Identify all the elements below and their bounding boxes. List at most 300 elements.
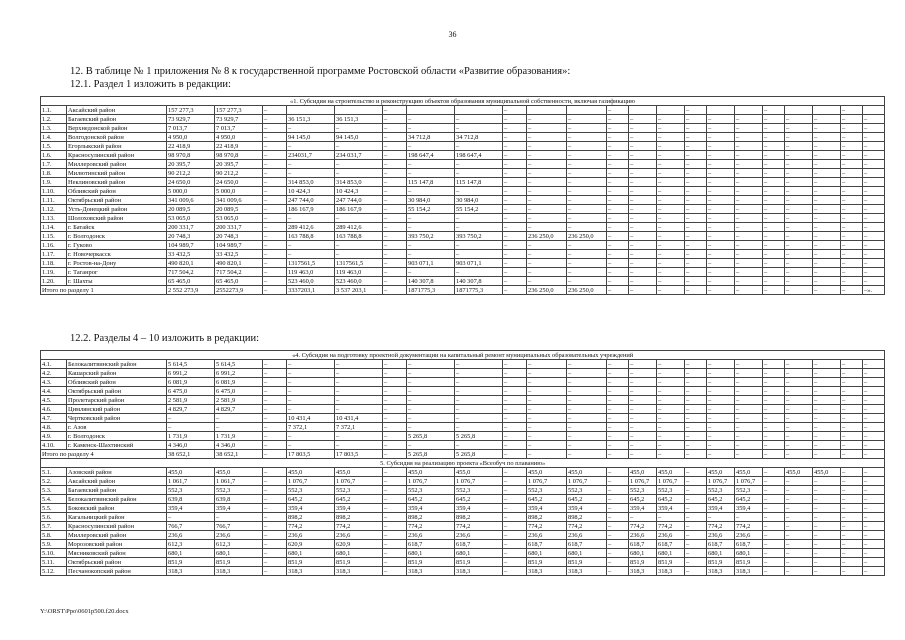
table-cell: 552,3 bbox=[657, 486, 685, 495]
table-cell: – bbox=[263, 432, 287, 441]
table-cell: – bbox=[567, 169, 607, 178]
table-cell: – bbox=[863, 540, 885, 549]
row-number-cell: 5.9. bbox=[41, 540, 67, 549]
table-cell: – bbox=[335, 432, 383, 441]
table-cell: – bbox=[813, 268, 841, 277]
table-cell: – bbox=[863, 477, 885, 486]
table-cell: – bbox=[383, 133, 407, 142]
table-cell: 6 991,2 bbox=[167, 369, 215, 378]
table-cell: – bbox=[735, 169, 763, 178]
table-cell: – bbox=[383, 513, 407, 522]
row-number-cell: 1.3. bbox=[41, 124, 67, 133]
table-caption: 5. Субсидия на реализацию проекта «Всеобуч по плаванию» bbox=[41, 459, 885, 468]
table-cell: – bbox=[763, 378, 785, 387]
table-cell: – bbox=[657, 178, 685, 187]
table-cell: – bbox=[335, 160, 383, 169]
table-cell: – bbox=[657, 187, 685, 196]
table-cell: – bbox=[335, 142, 383, 151]
row-number-cell: 1.10. bbox=[41, 187, 67, 196]
table-cell: 359,4 bbox=[407, 504, 455, 513]
table-cell: – bbox=[629, 223, 657, 232]
row-number-cell: 4.8. bbox=[41, 423, 67, 432]
table-cell: 236 250,0 bbox=[527, 286, 567, 295]
table-cell: – bbox=[707, 268, 735, 277]
table-cell: – bbox=[841, 387, 863, 396]
table-cell: – bbox=[383, 115, 407, 124]
table-cell: – bbox=[263, 223, 287, 232]
table-cell: – bbox=[527, 205, 567, 214]
table-cell: – bbox=[813, 277, 841, 286]
table-cell: – bbox=[657, 268, 685, 277]
table-cell: 851,9 bbox=[629, 558, 657, 567]
table-caption: «4. Субсидия на подготовку проектной документации на капитальный ремонт муниципальных образовательных учреждений bbox=[41, 351, 885, 360]
table-row bbox=[41, 178, 885, 187]
table-cell: – bbox=[841, 232, 863, 241]
table-cell: – bbox=[503, 423, 527, 432]
table-cell: – bbox=[735, 423, 763, 432]
table-cell: 5 265,8 bbox=[455, 450, 503, 459]
table-cell: – bbox=[503, 432, 527, 441]
table-cell: – bbox=[407, 169, 455, 178]
table-cell: – bbox=[735, 414, 763, 423]
district-name-cell: Чертковский район bbox=[67, 414, 167, 423]
table-cell: – bbox=[335, 441, 383, 450]
row-number-cell: 1.12. bbox=[41, 205, 67, 214]
table-cell: – bbox=[685, 187, 707, 196]
table-cell: – bbox=[685, 223, 707, 232]
table-cell: – bbox=[383, 286, 407, 295]
table-cell: – bbox=[607, 223, 629, 232]
table-cell: 645,2 bbox=[707, 495, 735, 504]
table-cell: 455,0 bbox=[735, 468, 763, 477]
table-cell: 455,0 bbox=[407, 468, 455, 477]
table-cell: 2 581,9 bbox=[215, 396, 263, 405]
table-row bbox=[41, 133, 885, 142]
table-cell: 53 065,0 bbox=[215, 214, 263, 223]
table-cell: – bbox=[785, 151, 813, 160]
table-cell: – bbox=[407, 241, 455, 250]
table-row bbox=[41, 522, 885, 531]
table-cell: 94 145,0 bbox=[287, 133, 335, 142]
table-cell: – bbox=[407, 423, 455, 432]
table-cell: – bbox=[813, 423, 841, 432]
table-cell: 645,2 bbox=[527, 495, 567, 504]
table-cell: – bbox=[607, 504, 629, 513]
table-cell: – bbox=[287, 369, 335, 378]
table-cell: 2552273,9 bbox=[215, 286, 263, 295]
table-cell: – bbox=[707, 360, 735, 369]
table-cell: 7 013,7 bbox=[215, 124, 263, 133]
table-cell: – bbox=[863, 115, 885, 124]
table-cell: – bbox=[263, 423, 287, 432]
table-cell: – bbox=[503, 106, 527, 115]
table-cell: 98 970,8 bbox=[215, 151, 263, 160]
table-row bbox=[41, 405, 885, 414]
table-cell: 618,7 bbox=[455, 540, 503, 549]
table-cell: – bbox=[813, 477, 841, 486]
table-cell: 318,3 bbox=[455, 567, 503, 576]
table-row bbox=[41, 360, 885, 369]
table-cell: 140 307,8 bbox=[407, 277, 455, 286]
table-cell: – bbox=[707, 241, 735, 250]
table-cell: – bbox=[685, 477, 707, 486]
row-number-cell: 5.4. bbox=[41, 495, 67, 504]
table-row bbox=[41, 387, 885, 396]
table-cell: – bbox=[841, 241, 863, 250]
table-cell: – bbox=[813, 441, 841, 450]
table-cell: – bbox=[707, 187, 735, 196]
table-cell: – bbox=[503, 369, 527, 378]
district-name-cell: г. Волгодонск bbox=[67, 232, 167, 241]
table-cell: 3 537 203,1 bbox=[335, 286, 383, 295]
table-cell: – bbox=[863, 124, 885, 133]
table-cell: – bbox=[383, 124, 407, 133]
table-cell: 234 031,7 bbox=[335, 151, 383, 160]
table-cell: – bbox=[813, 205, 841, 214]
table-cell: – bbox=[383, 414, 407, 423]
table-cell: – bbox=[735, 268, 763, 277]
table-cell: – bbox=[629, 187, 657, 196]
table-cell: 3337203,1 bbox=[287, 286, 335, 295]
table-cell: – bbox=[863, 423, 885, 432]
district-name-cell: Белокалитвинский район bbox=[67, 360, 167, 369]
table-cell: – bbox=[735, 124, 763, 133]
table-cell: 38 652,1 bbox=[167, 450, 215, 459]
table-cell: 236,6 bbox=[335, 531, 383, 540]
table-cell: 618,7 bbox=[567, 540, 607, 549]
table-cell: – bbox=[407, 223, 455, 232]
table-cell: – bbox=[383, 142, 407, 151]
table-cell: – bbox=[567, 133, 607, 142]
table-cell: 186 167,9 bbox=[287, 205, 335, 214]
table-cell: – bbox=[841, 432, 863, 441]
table-cell: – bbox=[383, 405, 407, 414]
row-number-cell: 1.11. bbox=[41, 196, 67, 205]
table-cell: – bbox=[813, 160, 841, 169]
table-cell: – bbox=[813, 531, 841, 540]
table-cell: 552,3 bbox=[215, 486, 263, 495]
table-cell: – bbox=[657, 286, 685, 295]
district-name-cell: Мясниковский район bbox=[67, 549, 167, 558]
table-cell: – bbox=[607, 450, 629, 459]
table-cell: 490 820,1 bbox=[215, 259, 263, 268]
table-cell: – bbox=[685, 106, 707, 115]
table-cell: – bbox=[841, 522, 863, 531]
table-cell: 90 212,2 bbox=[167, 169, 215, 178]
table-cell: – bbox=[763, 241, 785, 250]
table-cell: – bbox=[567, 214, 607, 223]
table-cell: – bbox=[503, 268, 527, 277]
table-cell: – bbox=[287, 250, 335, 259]
table-cell: – bbox=[763, 423, 785, 432]
table-cell: – bbox=[503, 477, 527, 486]
table-cell: – bbox=[567, 115, 607, 124]
table-row bbox=[41, 513, 885, 522]
table-cell: – bbox=[785, 241, 813, 250]
table-cell: 393 750,2 bbox=[455, 232, 503, 241]
table-cell: 314 853,0 bbox=[335, 178, 383, 187]
table-cell: – bbox=[503, 133, 527, 142]
table-cell: – bbox=[335, 378, 383, 387]
table-cell: – bbox=[763, 513, 785, 522]
table-row bbox=[41, 396, 885, 405]
table-cell: – bbox=[383, 369, 407, 378]
row-number-cell: 1.16. bbox=[41, 241, 67, 250]
table-cell: – bbox=[685, 259, 707, 268]
table-cell: – bbox=[763, 567, 785, 576]
table-cell: – bbox=[567, 441, 607, 450]
table-cell: – bbox=[527, 405, 567, 414]
table-cell: – bbox=[813, 540, 841, 549]
table-cell: – bbox=[863, 531, 885, 540]
table-cell: 1 076,7 bbox=[455, 477, 503, 486]
table-cell: 314 853,0 bbox=[287, 178, 335, 187]
table-cell: 359,4 bbox=[215, 504, 263, 513]
table-cell: – bbox=[503, 160, 527, 169]
table-cell: – bbox=[607, 196, 629, 205]
table-cell: – bbox=[763, 360, 785, 369]
table-cell: – bbox=[455, 160, 503, 169]
table-cell: 53 065,0 bbox=[167, 214, 215, 223]
table-cell: – bbox=[503, 513, 527, 522]
table-cell: – bbox=[263, 369, 287, 378]
district-name-cell: Обливский район bbox=[67, 187, 167, 196]
table-cell: – bbox=[735, 277, 763, 286]
table-cell: – bbox=[685, 214, 707, 223]
table-cell: – bbox=[567, 142, 607, 151]
table-cell: 680,1 bbox=[407, 549, 455, 558]
district-name-cell: Песчанокопский район bbox=[67, 567, 167, 576]
table-cell: – bbox=[287, 241, 335, 250]
table-cell: 1 076,7 bbox=[527, 477, 567, 486]
table-cell: – bbox=[383, 387, 407, 396]
table-cell: – bbox=[685, 450, 707, 459]
table-row bbox=[41, 169, 885, 178]
table-cell: – bbox=[685, 504, 707, 513]
table-cell: 639,8 bbox=[167, 495, 215, 504]
table-cell: – bbox=[657, 423, 685, 432]
table-row bbox=[41, 540, 885, 549]
table-cell: – bbox=[527, 160, 567, 169]
table-cell: 94 145,0 bbox=[335, 133, 383, 142]
table-cell: – bbox=[383, 540, 407, 549]
table-cell: 65 465,0 bbox=[215, 277, 263, 286]
table-cell: – bbox=[455, 378, 503, 387]
row-number-cell: 1.18. bbox=[41, 259, 67, 268]
table-cell: – bbox=[287, 432, 335, 441]
table-cell bbox=[657, 106, 685, 115]
table-caption: «1. Субсидия на строительство и реконструкцию объектов образования муниципальной собственности, включая газификацию bbox=[41, 97, 885, 106]
table-cell: 645,2 bbox=[735, 495, 763, 504]
table-cell: – bbox=[735, 115, 763, 124]
table-cell: – bbox=[455, 360, 503, 369]
table-cell: – bbox=[527, 142, 567, 151]
table-cell: – bbox=[841, 504, 863, 513]
table-cell: – bbox=[629, 268, 657, 277]
table-cell: – bbox=[607, 268, 629, 277]
table-cell: 30 984,0 bbox=[455, 196, 503, 205]
table-cell: – bbox=[763, 405, 785, 414]
table-cell: – bbox=[527, 441, 567, 450]
table-cell: – bbox=[607, 369, 629, 378]
table-cell: – bbox=[685, 250, 707, 259]
table-cell: 4 950,0 bbox=[215, 133, 263, 142]
district-name-cell: Кашарский район bbox=[67, 369, 167, 378]
table-cell: – bbox=[863, 187, 885, 196]
table-cell: – bbox=[763, 214, 785, 223]
table-cell: – bbox=[503, 387, 527, 396]
table-cell: – bbox=[503, 277, 527, 286]
table-cell bbox=[407, 106, 455, 115]
table-cell: 774,2 bbox=[527, 522, 567, 531]
table-cell: – bbox=[707, 277, 735, 286]
table-cell: – bbox=[527, 151, 567, 160]
table-cell: – bbox=[785, 486, 813, 495]
table-cell: 359,4 bbox=[735, 504, 763, 513]
table-cell: – bbox=[629, 450, 657, 459]
table-cell: – bbox=[629, 286, 657, 295]
table-cell: – bbox=[383, 522, 407, 531]
table-cell: 119 463,0 bbox=[287, 268, 335, 277]
table-cell: – bbox=[503, 223, 527, 232]
table-cell: – bbox=[841, 214, 863, 223]
table-cell: – bbox=[685, 169, 707, 178]
table-cell: – bbox=[263, 531, 287, 540]
table-cell: – bbox=[383, 214, 407, 223]
table-cell: – bbox=[841, 414, 863, 423]
table-cell: 523 460,0 bbox=[335, 277, 383, 286]
table-cell: – bbox=[763, 151, 785, 160]
table-cell: – bbox=[841, 160, 863, 169]
table-cell: 5 000,0 bbox=[167, 187, 215, 196]
table-cell: – bbox=[735, 133, 763, 142]
table-cell: – bbox=[657, 205, 685, 214]
table-cell: – bbox=[735, 450, 763, 459]
table-cell: – bbox=[383, 259, 407, 268]
table-cell: – bbox=[567, 414, 607, 423]
table-cell: 17 803,5 bbox=[335, 450, 383, 459]
table-cell: – bbox=[607, 405, 629, 414]
table-row bbox=[41, 160, 885, 169]
table-cell: – bbox=[785, 133, 813, 142]
table-cell: 55 154,2 bbox=[455, 205, 503, 214]
table-cell: – bbox=[707, 151, 735, 160]
table-cell: 115 147,8 bbox=[455, 178, 503, 187]
table-cell: – bbox=[607, 414, 629, 423]
table-cell: – bbox=[863, 277, 885, 286]
table-cell: 73 929,7 bbox=[215, 115, 263, 124]
table-row bbox=[41, 115, 885, 124]
table-cell: – bbox=[629, 405, 657, 414]
table-cell: – bbox=[383, 504, 407, 513]
table-cell: – bbox=[527, 414, 567, 423]
table-cell: – bbox=[607, 423, 629, 432]
table-cell: – bbox=[813, 513, 841, 522]
table-cell: 1 061,7 bbox=[215, 477, 263, 486]
table-cell: – bbox=[335, 250, 383, 259]
table-cell: – bbox=[263, 450, 287, 459]
table-cell: – bbox=[707, 405, 735, 414]
table-cell: 104 989,7 bbox=[215, 241, 263, 250]
table-cell: 5 614,5 bbox=[167, 360, 215, 369]
table-cell: 5 265,8 bbox=[407, 432, 455, 441]
district-name-cell: г. Волгодонск bbox=[67, 432, 167, 441]
table-cell: 1 061,7 bbox=[167, 477, 215, 486]
table-cell: 1 731,9 bbox=[167, 432, 215, 441]
table-row bbox=[41, 241, 885, 250]
table-cell: 140 307,8 bbox=[455, 277, 503, 286]
table-cell: 247 744,0 bbox=[287, 196, 335, 205]
table-cell: – bbox=[785, 205, 813, 214]
table-cell: 359,4 bbox=[455, 504, 503, 513]
table-cell: – bbox=[335, 241, 383, 250]
table-cell: 455,0 bbox=[813, 468, 841, 477]
row-number-cell: 4.5. bbox=[41, 396, 67, 405]
table-cell: – bbox=[455, 423, 503, 432]
table-cell: 236 250,0 bbox=[567, 232, 607, 241]
table-cell: – bbox=[813, 396, 841, 405]
district-name-cell: Красносулинский район bbox=[67, 522, 167, 531]
table-cell: – bbox=[657, 214, 685, 223]
table-cell: – bbox=[685, 468, 707, 477]
table-cell: – bbox=[629, 178, 657, 187]
table-cell: 851,9 bbox=[707, 558, 735, 567]
table-cell: – bbox=[567, 268, 607, 277]
district-name-cell: Егорлыкский район bbox=[67, 142, 167, 151]
table-cell: – bbox=[763, 369, 785, 378]
district-name-cell: г. Батайск bbox=[67, 223, 167, 232]
table-cell: – bbox=[813, 486, 841, 495]
table-cell: 236,6 bbox=[167, 531, 215, 540]
table-cell: – bbox=[685, 196, 707, 205]
table-cell: 7 013,7 bbox=[167, 124, 215, 133]
table-cell: – bbox=[629, 432, 657, 441]
table-cell: 851,9 bbox=[215, 558, 263, 567]
table-cell: – bbox=[707, 169, 735, 178]
table-cell: – bbox=[763, 450, 785, 459]
table-cell: – bbox=[607, 214, 629, 223]
table-cell: 359,4 bbox=[707, 504, 735, 513]
table-cell: – bbox=[685, 558, 707, 567]
table-cell: – bbox=[707, 259, 735, 268]
table-cell: – bbox=[629, 214, 657, 223]
table-cell: 163 788,8 bbox=[335, 232, 383, 241]
table-cell: – bbox=[215, 513, 263, 522]
table-cell: – bbox=[407, 387, 455, 396]
table-cell: 552,3 bbox=[287, 486, 335, 495]
table-cell: – bbox=[383, 223, 407, 232]
table-cell: – bbox=[785, 567, 813, 576]
table-cell: – bbox=[863, 160, 885, 169]
table-cell: – bbox=[841, 259, 863, 268]
table-cell: 20 748,3 bbox=[167, 232, 215, 241]
table-cell: – bbox=[567, 369, 607, 378]
table-cell: 157 277,3 bbox=[167, 106, 215, 115]
table-cell: – bbox=[763, 504, 785, 513]
table-cell: – bbox=[863, 441, 885, 450]
table-cell: – bbox=[735, 259, 763, 268]
table-cell: – bbox=[629, 387, 657, 396]
table-cell: – bbox=[607, 531, 629, 540]
table-cell: 163 788,8 bbox=[287, 232, 335, 241]
table-cell: – bbox=[263, 477, 287, 486]
table-row bbox=[41, 486, 885, 495]
table-cell: – bbox=[685, 396, 707, 405]
table-cell: – bbox=[813, 495, 841, 504]
table-row bbox=[41, 378, 885, 387]
table-caption-row bbox=[41, 97, 885, 106]
row-number-cell: 5.12. bbox=[41, 567, 67, 576]
